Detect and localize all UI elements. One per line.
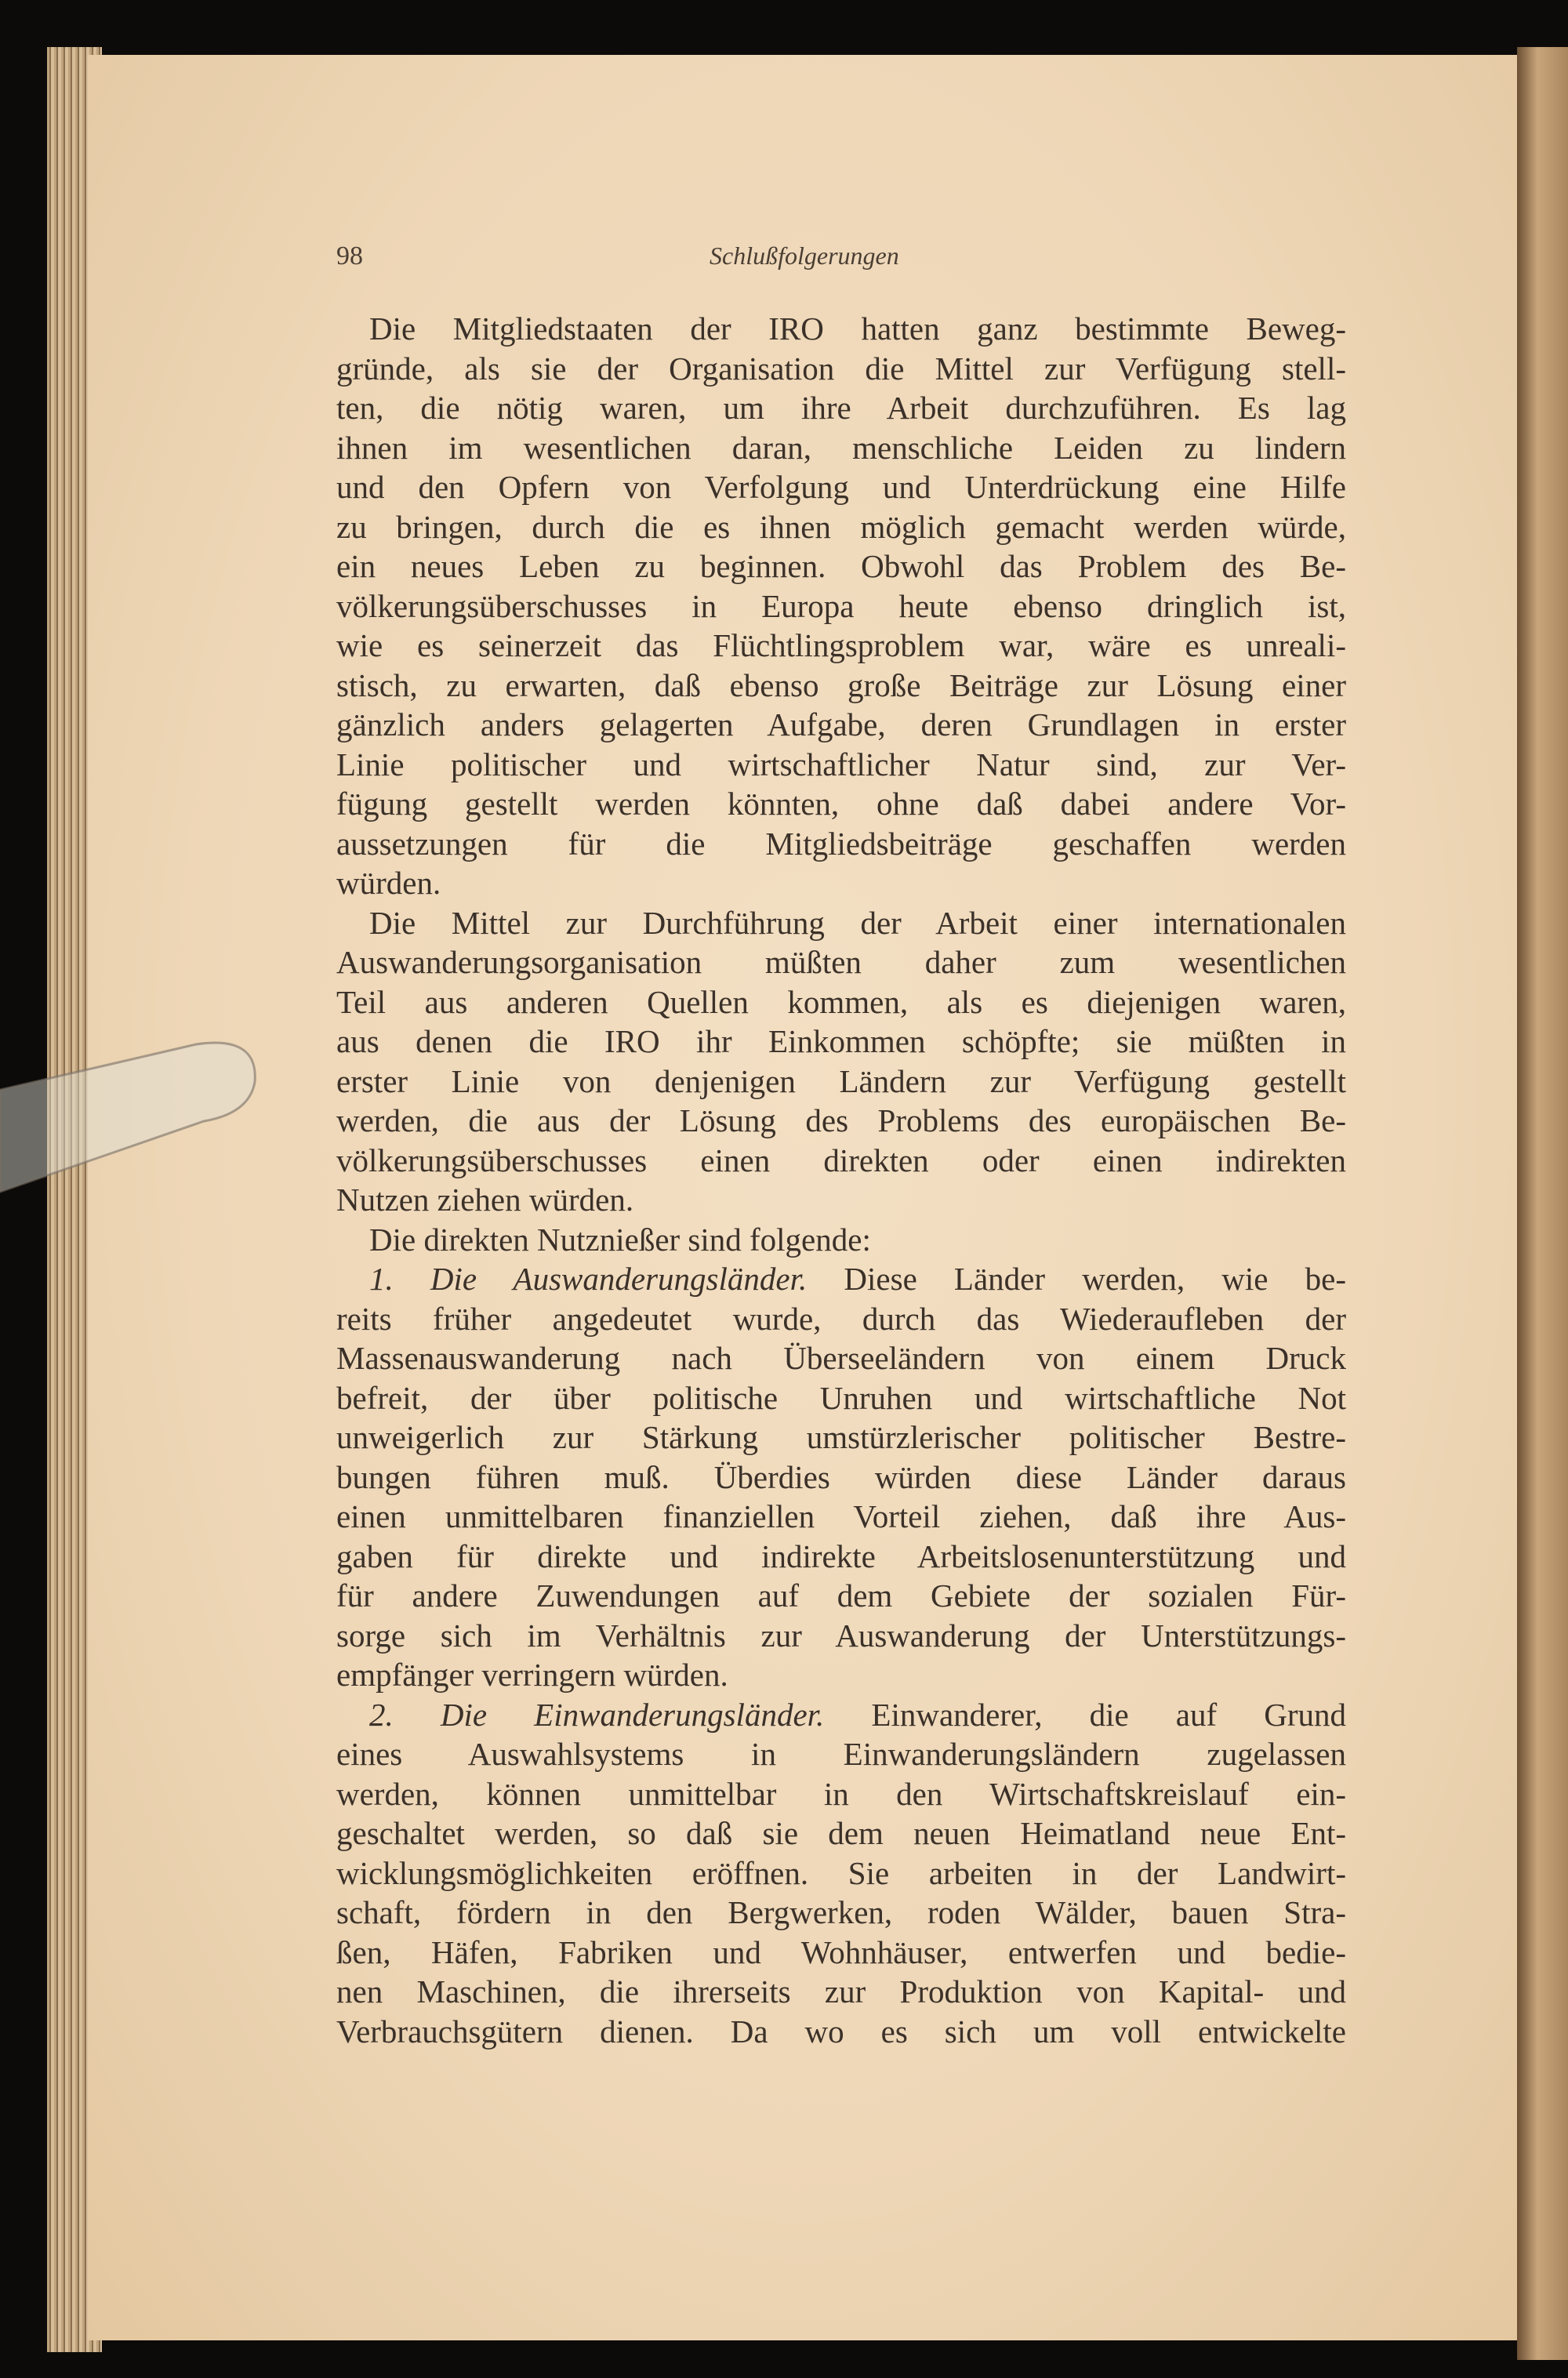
text-line: ihnen im wesentlichen daran, menschliche Leiden zu lindern <box>336 429 1346 466</box>
text-line: Teil aus anderen Quellen kommen, als es diejenigen waren, <box>336 983 1346 1020</box>
text-line: fügung gestellt werden könnten, ohne daß dabei andere Vor- <box>336 786 1346 822</box>
text-line: nen Maschinen, die ihrerseits zur Produktion von Kapital- und <box>336 1973 1346 2010</box>
text-line: empfänger verringern würden. <box>336 1657 728 1693</box>
text-line: bungen führen muß. Überdies würden diese Länder daraus <box>336 1458 1346 1495</box>
plastic-page-tab <box>0 1035 267 1200</box>
text-line <box>336 1695 1346 1735</box>
text-line: erster Linie von denjenigen Ländern zur Verfügung gestellt <box>336 1062 1346 1099</box>
list-item-heading: 2. Die Einwanderungsländer. <box>369 1696 825 1733</box>
text-line: aus denen die IRO ihr Einkommen schöpfte; sie müßten in <box>336 1023 1346 1059</box>
text-line: ein neues Leben zu beginnen. Obwohl das Problem des Be- <box>336 548 1346 584</box>
text-line: geschaltet werden, so daß sie dem neuen Heimatland neue Ent- <box>336 1815 1346 1851</box>
text-line: wicklungsmöglichkeiten eröffnen. Sie arbeiten in der Landwirt- <box>336 1854 1346 1891</box>
text-line: und den Opfern von Verfolgung und Unterdrückung eine Hilfe <box>336 469 1346 505</box>
body-text <box>336 309 1346 2051</box>
text-line: gründe, als sie der Organisation die Mittel zur Verfügung stell- <box>336 350 1346 387</box>
text-line: ßen, Häfen, Fabriken und Wohnhäuser, entwerfen und bedie- <box>336 1933 1346 1970</box>
text-line: gaben für direkte und indirekte Arbeitslosenunterstützung und <box>336 1538 1346 1574</box>
text-line: gänzlich anders gelagerten Aufgabe, deren Grundlagen in erster <box>336 706 1346 742</box>
text-line: würden. <box>336 865 441 901</box>
text-line: sorge sich im Verhältnis zur Auswanderung der Unterstützungs- <box>336 1617 1346 1654</box>
running-title: Schlußfolgerungen <box>710 241 899 270</box>
text-line: Linie politischer und wirtschaftlicher Natur sind, zur Ver- <box>336 746 1346 782</box>
text-line: Verbrauchsgütern dienen. Da wo es sich um voll entwickelte <box>336 2013 1346 2049</box>
text-line: eines Auswahlsystems in Einwanderungsländern zugelassen <box>336 1736 1346 1772</box>
text-line: reits früher angedeutet wurde, durch das Wiederaufleben der <box>336 1300 1346 1337</box>
text-line: Die Mitgliedstaaten der IRO hatten ganz bestimmte Beweg- <box>369 310 1346 347</box>
list-item-text: Diese Länder werden, wie be- <box>807 1261 1346 1297</box>
text-line: aussetzungen für die Mitgliedsbeiträge geschaffen werden <box>336 825 1346 862</box>
text-line: ten, die nötig waren, um ihre Arbeit durchzuführen. Es lag <box>336 390 1346 426</box>
page-number: 98 <box>336 241 363 270</box>
text-line: einen unmittelbaren finanziellen Vorteil ziehen, daß ihre Aus- <box>336 1498 1346 1534</box>
text-line: Die Mittel zur Durchführung der Arbeit einer internationalen <box>369 904 1346 941</box>
text-line: für andere Zuwendungen auf dem Gebiete der sozialen Für- <box>336 1577 1346 1614</box>
text-line: werden, können unmittelbar in den Wirtschaftskreislauf ein- <box>336 1775 1346 1812</box>
text-line: Die direkten Nutznießer sind folgende: <box>369 1221 871 1258</box>
text-line: unweigerlich zur Stärkung umstürzlerischer politischer Bestre- <box>336 1419 1346 1455</box>
text-line: zu bringen, durch die es ihnen möglich gemacht werden würde, <box>336 508 1346 545</box>
text-line: völkerungsüberschusses in Europa heute ebenso dringlich ist, <box>336 587 1346 624</box>
text-line: Nutzen ziehen würden. <box>336 1182 634 1218</box>
text-line: wie es seinerzeit das Flüchtlingsproblem war, wäre es unreali- <box>336 627 1346 663</box>
text-line: völkerungsüberschusses einen direkten oder einen indirekten <box>336 1142 1346 1178</box>
text-line: schaft, fördern in den Bergwerken, roden Wälder, bauen Stra- <box>336 1894 1346 1930</box>
text-line: werden, die aus der Lösung des Problems des europäischen Be- <box>336 1102 1346 1138</box>
facing-page-edge <box>1517 47 1568 2360</box>
text-line: befreit, der über politische Unruhen und wirtschaftliche Not <box>336 1379 1346 1416</box>
list-item-text: Einwanderer, die auf Grund <box>824 1696 1346 1733</box>
text-line <box>336 1259 1346 1299</box>
text-line: Auswanderungsorganisation müßten daher zum wesentlichen <box>336 944 1346 980</box>
text-line: Massenauswanderung nach Überseeländern von einem Druck <box>336 1340 1346 1376</box>
text-line: stisch, zu erwarten, daß ebenso große Beiträge zur Lösung einer <box>336 666 1346 703</box>
list-item-heading: 1. Die Auswanderungsländer. <box>369 1261 808 1297</box>
